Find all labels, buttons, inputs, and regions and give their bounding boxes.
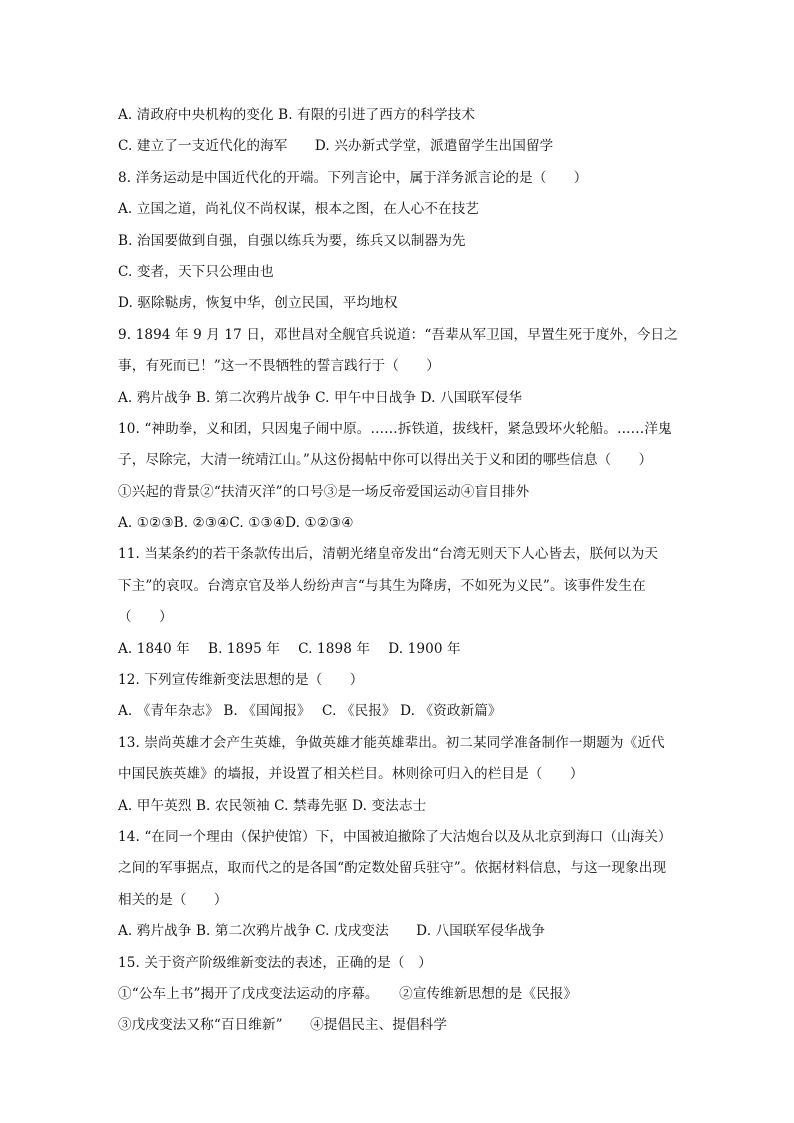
question-10-stem-cont: 子，尽除完，大清一统靖江山。”从这份揭帖中你可以得出关于义和团的哪些信息（ ） — [118, 452, 653, 469]
question-15-statements: ①“公车上书”揭开了戊戌变法运动的序幕。 ②宣传维新思想的是《民报》 — [118, 985, 578, 1002]
question-13-stem-cont: 中国民族英雄》的墙报，并设置了相关栏目。林则徐可归入的栏目是（ ） — [118, 766, 584, 783]
question-15-statements: ③戊戌变法又称“百日维新” ④提倡民主、提倡科学 — [118, 1017, 448, 1034]
question-14-stem-cont: 相关的是（ ） — [118, 891, 228, 908]
question-8-option-a: A. 立国之道，尚礼仪不尚权谋，根本之图，在人心不在技艺 — [118, 201, 480, 218]
question-11-options: A. 1840 年 B. 1895 年 C. 1898 年 D. 1900 年 — [118, 640, 461, 657]
question-14-options: A. 鸦片战争 B. 第二次鸦片战争 C. 戊戌变法 D. 八国联军侵华战争 — [118, 923, 546, 940]
question-9-stem-cont: 事，有死而已！”这一不畏牺牲的誓言践行于（ ） — [118, 358, 441, 375]
question-8-option-c: C. 变者，天下只公理由也 — [118, 263, 274, 280]
question-8-option-b: B. 治国要做到自强，自强以练兵为要，练兵又以制器为先 — [118, 232, 466, 249]
question-14-stem: 14. “在同一个理由（保护使馆）下，中国被迫撤除了大沽炮台以及从北京到海口（山海关） — [118, 828, 672, 845]
question-10-stem: 10. “神助拳，义和团，只因鬼子闹中原。……拆铁道，拔线杆，紧急毁坏火轮船。……洋鬼 — [118, 420, 672, 437]
question-13-options: A. 甲午英烈 B. 农民领袖 C. 禁毒先驱 D. 变法志士 — [118, 797, 427, 814]
question-10-statements: ①兴起的背景②“扶清灭洋”的口号③是一场反帝爱国运动④盲目排外 — [118, 483, 530, 500]
question-9-options: A. 鸦片战争 B. 第二次鸦片战争 C. 甲午中日战争 D. 八国联军侵华 — [118, 389, 523, 406]
question-9-stem: 9. 1894 年 9 月 17 日，邓世昌对全舰官兵说道：“吾辈从军卫国，早置生死于度外，今日之 — [118, 326, 678, 343]
question-13-stem: 13. 崇尚英雄才会产生英雄，争做英雄才能英雄辈出。初二某同学准备制作一期题为《近代 — [118, 734, 665, 751]
question-12-stem: 12. 下列宣传维新变法思想的是（ ） — [118, 672, 364, 689]
question-10-options: A. ①②③B. ②③④C. ①③④D. ①②③④ — [118, 515, 354, 532]
question-14-stem-cont: 之间的军事据点，取而代之的是各国“酌定数处留兵驻守”。依据材料信息，与这一现象出现 — [118, 860, 667, 877]
question-11-stem: 11. 当某条约的若干条款传出后，清朝光绪皇帝发出“台湾无则天下人心皆去，朕何以为天 — [118, 546, 659, 563]
document-page — [118, 100, 684, 1042]
text-line: C. 建立了一支近代化的海军 D. 兴办新式学堂，派遣留学生出国留学 — [118, 138, 554, 155]
question-8-stem: 8. 洋务运动是中国近代化的开端。下列言论中，属于洋务派言论的是（ ） — [118, 169, 588, 186]
question-11-blank: （ ） — [118, 609, 173, 626]
question-15-stem: 15. 关于资产阶级维新变法的表述，正确的是（ ） — [118, 954, 432, 971]
question-12-options: A. 《青年杂志》 B. 《国闻报》 C. 《民报》 D. 《资政新篇》 — [118, 703, 502, 720]
question-8-option-d: D. 驱除鞑虏，恢复中华，创立民国，平均地权 — [118, 295, 398, 312]
question-11-stem-cont: 下主”的哀叹。台湾京官及举人纷纷声言“与其生为降虏，不如死为义民”。该事件发生在 — [118, 577, 646, 594]
text-line: A. 清政府中央机构的变化 B. 有限的引进了西方的科学技术 — [118, 107, 476, 123]
